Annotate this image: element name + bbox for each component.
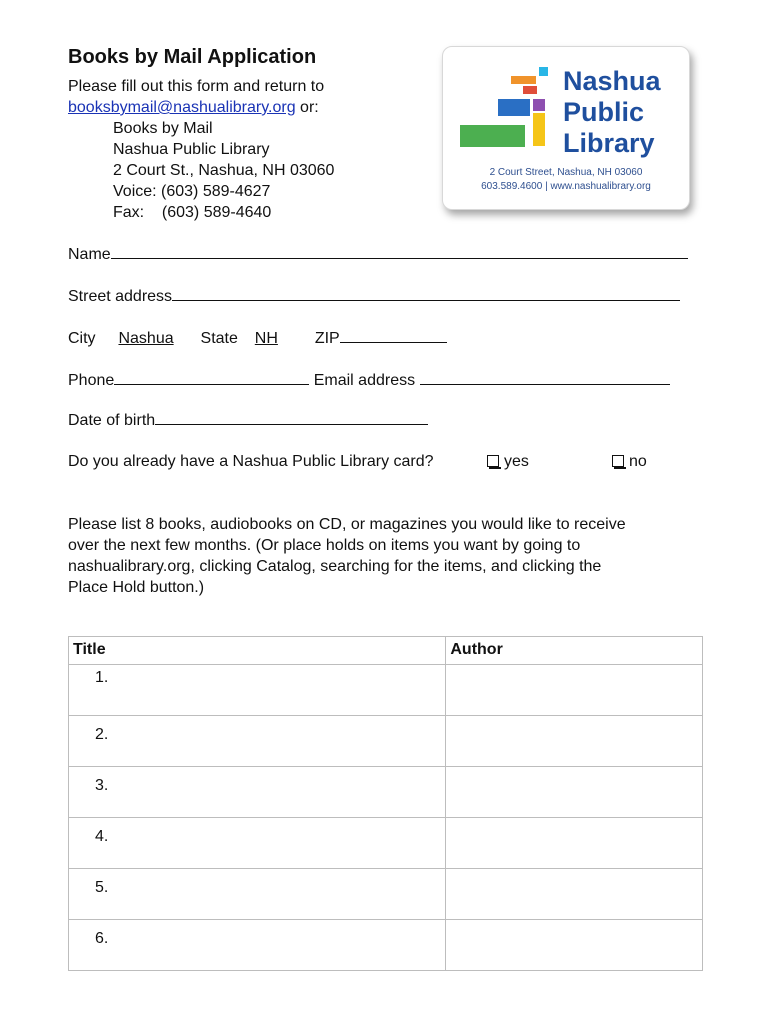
title-cell[interactable] xyxy=(69,818,446,869)
title-cell[interactable] xyxy=(69,716,446,767)
intro-text: Please fill out this form and return to xyxy=(68,78,325,95)
voice-line: Voice: (603) 589-4627 xyxy=(113,183,271,200)
table-row xyxy=(69,869,703,920)
phone-label: Phone xyxy=(68,372,115,389)
city-value[interactable]: Nashua xyxy=(118,330,174,347)
form-title: Books by Mail Application xyxy=(68,46,317,68)
instructions-line: over the next few months. (Or place holds on items you want by going to xyxy=(68,537,581,554)
zip-label: ZIP xyxy=(314,330,340,347)
no-checkbox[interactable] xyxy=(612,455,624,467)
email-label: Email address xyxy=(313,372,416,389)
street-input-line[interactable] xyxy=(172,285,680,301)
logo-block xyxy=(533,113,545,146)
author-cell[interactable] xyxy=(446,716,703,767)
email-line xyxy=(68,97,319,118)
name-field xyxy=(68,243,688,265)
title-cell[interactable] xyxy=(69,920,446,971)
row-number: 4. xyxy=(95,828,109,845)
logo-block xyxy=(460,125,525,147)
row-number: 3. xyxy=(95,777,109,794)
library-logo xyxy=(442,46,690,210)
logo-name-line: Public xyxy=(563,97,645,127)
author-cell[interactable] xyxy=(446,767,703,818)
author-cell[interactable] xyxy=(446,920,703,971)
table-row xyxy=(69,665,703,716)
table-row xyxy=(69,767,703,818)
table-row xyxy=(69,716,703,767)
street-label: Street address xyxy=(68,288,173,305)
logo-name-line: Library xyxy=(563,128,655,158)
instructions-line: nashualibrary.org, clicking Catalog, searching for the items, and clicking the xyxy=(68,558,602,575)
title-cell[interactable] xyxy=(69,869,446,920)
yes-checkbox[interactable] xyxy=(487,455,499,467)
address-line: Nashua Public Library xyxy=(113,141,270,158)
dob-label: Date of birth xyxy=(68,412,156,429)
row-number: 6. xyxy=(95,930,109,947)
author-cell[interactable] xyxy=(446,818,703,869)
address-line: Books by Mail xyxy=(113,120,213,137)
logo-graphic xyxy=(443,47,689,209)
city-state-zip-row xyxy=(68,327,447,349)
city-label: City xyxy=(68,330,96,347)
dob-input-line[interactable] xyxy=(155,409,428,425)
table-row xyxy=(69,920,703,971)
email-input-line[interactable] xyxy=(420,369,670,385)
logo-block xyxy=(511,76,536,84)
instructions-line: Please list 8 books, audiobooks on CD, or magazines you would like to receive xyxy=(68,516,626,533)
street-field xyxy=(68,285,680,307)
table-row xyxy=(69,818,703,869)
address-line: 2 Court St., Nashua, NH 03060 xyxy=(113,162,335,179)
zip-input-line[interactable] xyxy=(340,327,447,343)
logo-block xyxy=(539,67,548,76)
email-suffix: or: xyxy=(295,99,319,116)
title-header: Title xyxy=(69,637,446,665)
no-option[interactable] xyxy=(612,451,647,472)
author-cell[interactable] xyxy=(446,665,703,716)
yes-option[interactable] xyxy=(487,451,529,472)
row-number: 2. xyxy=(95,726,109,743)
logo-block xyxy=(498,99,530,116)
state-value[interactable]: NH xyxy=(254,330,278,347)
phone-email-row xyxy=(68,369,670,391)
logo-address: 2 Court Street, Nashua, NH 03060 xyxy=(489,167,643,178)
logo-contact: 603.589.4600 | www.nashualibrary.org xyxy=(481,181,651,192)
logo-name-line: Nashua xyxy=(563,66,661,96)
fax-line: Fax: (603) 589-4640 xyxy=(113,204,272,221)
author-cell[interactable] xyxy=(446,869,703,920)
yes-label: yes xyxy=(504,453,529,470)
name-label: Name xyxy=(68,246,111,263)
name-input-line[interactable] xyxy=(111,243,688,259)
phone-input-line[interactable] xyxy=(114,369,309,385)
title-cell[interactable] xyxy=(69,665,446,716)
instructions-line: Place Hold button.) xyxy=(68,579,205,596)
logo-block xyxy=(523,86,537,94)
state-label: State xyxy=(200,330,238,347)
row-number: 1. xyxy=(95,669,109,686)
title-cell[interactable] xyxy=(69,767,446,818)
table-header-row xyxy=(69,637,703,665)
author-header: Author xyxy=(446,637,703,665)
card-question: Do you already have a Nashua Public Library card? xyxy=(68,453,434,470)
no-label: no xyxy=(629,453,647,470)
row-number: 5. xyxy=(95,879,109,896)
email-link[interactable]: booksbymail@nashualibrary.org xyxy=(68,99,296,116)
logo-block xyxy=(533,99,545,111)
book-list-table xyxy=(68,636,703,971)
dob-field xyxy=(68,409,428,431)
